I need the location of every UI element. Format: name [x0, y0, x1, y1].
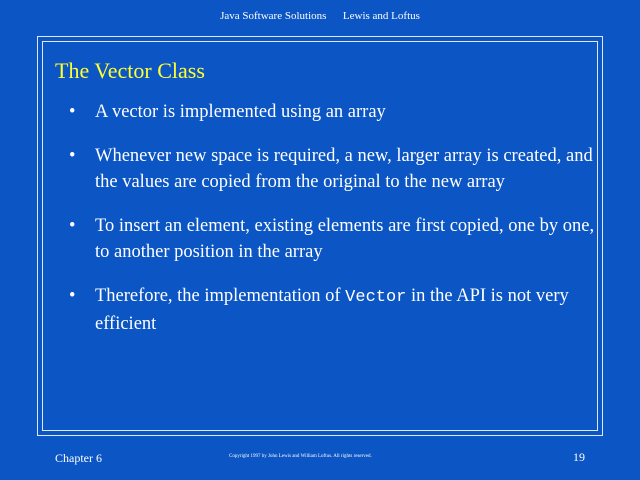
bullet-text: To insert an element, existing elements are first copied, one by one, to another position in the array	[95, 216, 595, 262]
code-vector: Vector	[345, 288, 407, 307]
bullet-icon: •	[69, 102, 76, 122]
bullet-text-before: Therefore, the implementation of	[95, 286, 346, 306]
bullet-item	[55, 99, 595, 125]
bullet-item	[55, 143, 595, 195]
chapter-label: Chapter 6	[55, 451, 102, 465]
page-number: 19	[573, 450, 585, 464]
authors: Lewis and Loftus	[342, 10, 420, 22]
copyright-notice: Copyright 1997 by John Lewis and William Loftus. All rights reserved.	[229, 454, 372, 459]
bullet-icon: •	[69, 286, 76, 306]
book-title: Java Software Solutions	[220, 10, 327, 22]
bullet-item	[55, 213, 595, 265]
bullet-item	[55, 283, 595, 337]
bullet-text-after: in the API is not very efficient	[95, 286, 569, 334]
bullet-list	[55, 99, 595, 355]
slide-title: The Vector Class	[55, 58, 205, 83]
bullet-text: Whenever new space is required, a new, larger array is created, and the values are copied from the original to the new array	[95, 146, 593, 192]
bullet-icon: •	[69, 146, 76, 166]
slide-header	[0, 10, 640, 22]
bullet-text: A vector is implemented using an array	[95, 102, 386, 122]
bullet-icon: •	[69, 216, 76, 236]
